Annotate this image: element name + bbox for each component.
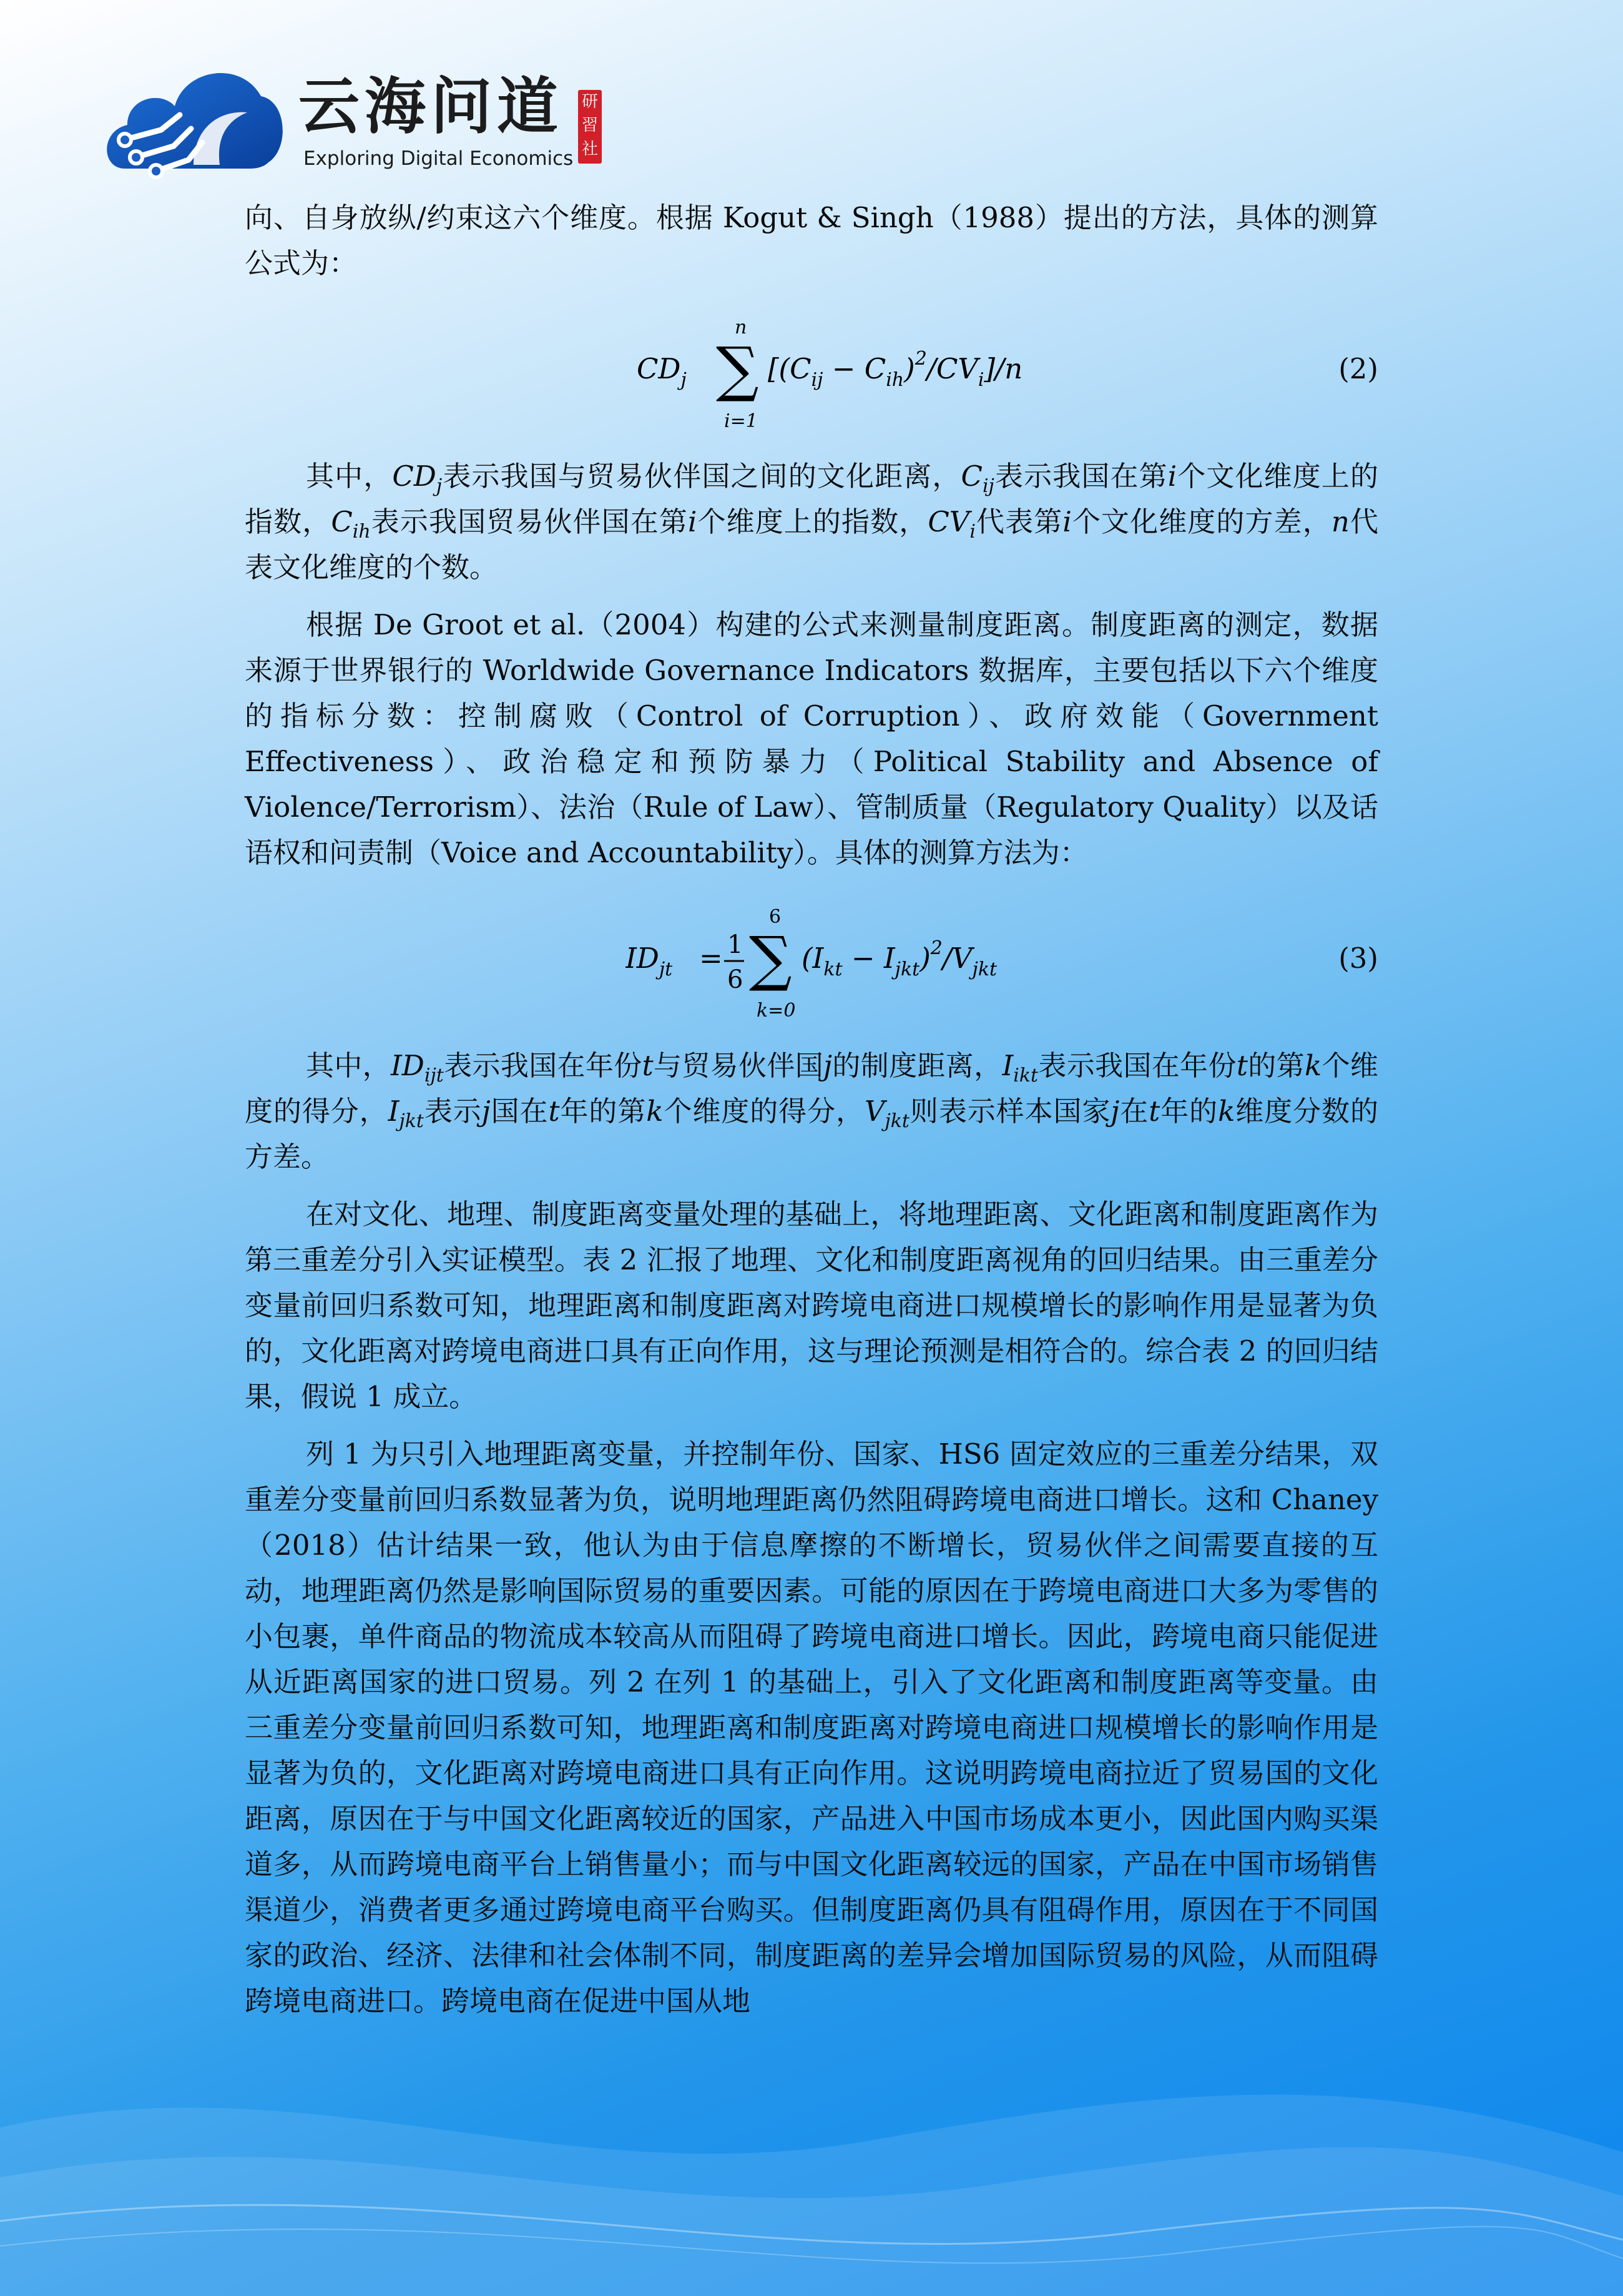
eq3-sum-top: 6 [769, 906, 782, 928]
eq3-sum-bottom: k=0 [757, 1000, 796, 1022]
brand-subtitle: Exploring Digital Economics [303, 147, 574, 170]
eq3-sigma-icon: ∑ [749, 924, 792, 993]
article-body [245, 195, 1378, 2036]
eq3-frac-den: 6 [727, 965, 743, 994]
equation-2-formula [637, 308, 1074, 440]
cloud-circuit-icon [100, 55, 287, 180]
eq2-body: $[(C_{ij} - C_{ih})^2/CV_i]/n$ [768, 348, 1023, 391]
paragraph-regression-results: 在对文化、地理、制度距离变量处理的基础上，将地理距离、文化距离和制度距离作为第三重差分引入实证模型。表 2 汇报了地理、文化和制度距离视角的回归结果。由三重差分变量前回归系数可知，地理距离和制度距离对跨境电商进口规模增长的影响作用是显著为负的，文化距离对跨境电商进口具有正向作用，这与理论预测是相符合的。综合表 2 的回归结果，假说 1 成立。 [245, 1198, 1378, 1413]
seal-stamp: 研 習 社 [578, 90, 602, 164]
equation-3-number: (3) [1338, 942, 1378, 975]
eq2-lhs: $CD_j$ [637, 352, 687, 391]
eq3-equals: = [699, 942, 723, 975]
brand-title: 云海问道 [298, 71, 564, 142]
equation-3-formula [625, 898, 1062, 1029]
equation-2-number: (2) [1338, 352, 1378, 385]
eq3-body: $(I_{kt} - I_{jkt})^2/V_{jkt}$ [802, 937, 998, 980]
paragraph-column-analysis: 列 1 为只引入地理距离变量，并控制年份、国家、HS6 固定效应的三重差分结果，双重差分变量前回归系数显著为负，说明地理距离仍然阻碍跨境电商进口增长。这和 Chaney（2018）估计结果一致，他认为由于信息摩擦的不断增长，贸易伙伴之间需要直接的互动，地理距离仍然是影响国际贸易的重要因素。可能的原因在于跨境电商进口大多为零售的小包裹，单件商品的物流成本较高从而阻碍了跨境电商进口增长。因此，跨境电商只能促进从近距离国家的进口贸易。列 2 在列 1 的基础上，引入了文化距离和制度距离等变量。由三重差分变量前回归系数可知，地理距离和制度距离对跨境电商进口规模增长的影响作用是显著为负的，文化距离对跨境电商进口具有正向作用。这说明跨境电商拉近了贸易国的文化距离，原因在于与中国文化距离较近的国家，产品进入中国市场成本更小，因此国内购买渠道多，从而跨境电商平台上销售量小；而与中国文化距离较远的国家，产品在中国市场销售渠道少，消费者更多通过跨境电商平台购买。但制度距离仍具有阻碍作用，原因在于不同国家的政治、经济、法律和社会体制不同，制度距离的差异会增加国际贸易的风险，从而阻碍跨境电商进口。跨境电商在促进中国从地 [245, 1437, 1378, 2018]
paragraph-cd-definition: 其中，$CD_j$表示我国与贸易伙伴国之间的文化距离，$C_{ij}$表示我国在第i个文化维度上的指数，$C_{ih}$表示我国贸易伙伴国在第i个维度上的指数，$CV_i$代表第i个文化维度的方差，n代表文化维度的个数。 [245, 460, 1378, 584]
equation-2 [245, 308, 1378, 440]
paragraph-institutional-distance: 根据 De Groot et al.（2004）构建的公式来测量制度距离。制度距离的测定，数据来源于世界银行的 Worldwide Governance Indicators 数据库，主要包括以下六个维度的指标分数：控制腐败（Control of Corruption）、政府效能（Government Effectiveness）、政治稳定和预防暴力（Political Stability and Absence of Violence/Terrorism）、法治（Rule of Law）、管制质量（Regulatory Quality）以及话语权和问责制（Voice and Accountability）。具体的测算方法为： [245, 608, 1378, 869]
brand-logo [100, 55, 624, 180]
eq2-sigma-icon: ∑ [716, 334, 759, 404]
background-waves [0, 2034, 1623, 2296]
eq2-sum-bottom: i=1 [724, 410, 758, 432]
equation-3 [245, 898, 1378, 1029]
paragraph-id-definition: 其中，$ID_{ijt}$表示我国在年份t与贸易伙伴国j的制度距离，$I_{ikt}$表示我国在年份t的第k个维度的得分，$I_{jkt}$表示j国在t年的第k个维度的得分，$V_{jkt}$则表示样本国家j在t年的k维度分数的方差。 [245, 1049, 1378, 1173]
paragraph-intro: 向、自身放纵/约束这六个维度。根据 Kogut & Singh（1988）提出的方法，具体的测算公式为： [245, 201, 1378, 280]
eq3-lhs: $ID_{jt}$ [625, 942, 673, 980]
eq2-sum-top: n [735, 317, 747, 338]
eq3-frac-num: 1 [727, 930, 743, 959]
